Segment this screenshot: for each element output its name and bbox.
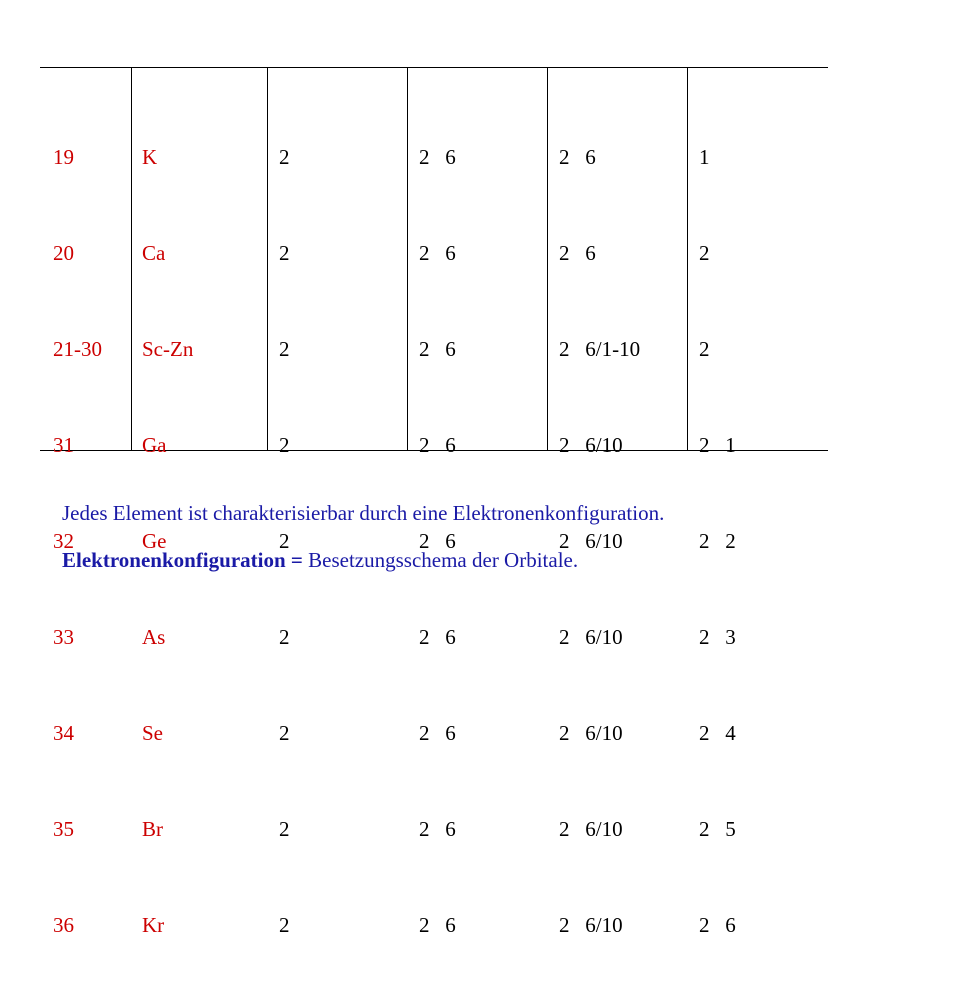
shell-m-cell: 2 6/10: [559, 721, 623, 745]
atomic-number-cell: 20: [53, 241, 74, 265]
column-atomic-number: [40, 68, 131, 937]
shell-l-cell: 2 6: [419, 433, 456, 457]
shell-n-cell: 2 2: [699, 529, 736, 553]
shell-n-cell: 2 6: [699, 913, 736, 937]
shell-m-cell: 2 6: [559, 241, 596, 265]
shell-m-cell: 2 6/10: [559, 817, 623, 841]
column-shell-m: [547, 68, 687, 937]
shell-l-cell: 2 6: [419, 145, 456, 169]
shell-k-cell: 2: [279, 625, 290, 649]
shell-l-cell: 2 6: [419, 625, 456, 649]
element-symbol-cell: Br: [142, 817, 163, 841]
element-symbol-cell: K: [142, 145, 158, 169]
shell-m-cell: 2 6/10: [559, 529, 623, 553]
shell-k-cell: 2: [279, 433, 290, 457]
atomic-number-cell: 34: [53, 721, 74, 745]
atomic-number-cell: 32: [53, 529, 74, 553]
column-shell-k: [267, 68, 407, 937]
shell-k-cell: 2: [279, 145, 290, 169]
shell-m-cell: 2 6: [559, 145, 596, 169]
shell-k-cell: 2: [279, 529, 290, 553]
shell-n-cell: 2 4: [699, 721, 736, 745]
element-symbol-cell: Ca: [142, 241, 166, 265]
shell-k-cell: 2: [279, 721, 290, 745]
definition-text: Besetzungsschema der Orbitale.: [302, 548, 579, 572]
shell-k-cell: 2: [279, 817, 290, 841]
atomic-number-cell: 19: [53, 145, 74, 169]
shell-l-cell: 2 6: [419, 529, 456, 553]
shell-k-cell: 2: [279, 913, 290, 937]
shell-k-cell: 2: [279, 337, 290, 361]
definition-term: Elektronenkonfiguration =: [62, 548, 303, 572]
shell-n-cell: 2: [699, 241, 710, 265]
atomic-number-cell: 36: [53, 913, 74, 937]
shell-l-cell: 2 6: [419, 721, 456, 745]
column-shell-n: [687, 68, 828, 937]
shell-n-cell: 1: [699, 145, 710, 169]
element-symbol-cell: Sc-Zn: [142, 337, 194, 361]
shell-m-cell: 2 6/10: [559, 625, 623, 649]
element-symbol-cell: Ge: [142, 529, 167, 553]
shell-m-cell: 2 6/1-10: [559, 337, 641, 361]
shell-l-cell: 2 6: [419, 241, 456, 265]
shell-m-cell: 2 6/10: [559, 433, 623, 457]
atomic-number-cell: 21-30: [53, 337, 102, 361]
atomic-number-cell: 31: [53, 433, 74, 457]
shell-m-cell: 2 6/10: [559, 913, 623, 937]
element-symbol-cell: Se: [142, 721, 163, 745]
shell-l-cell: 2 6: [419, 913, 456, 937]
atomic-number-cell: 35: [53, 817, 74, 841]
shell-n-cell: 2 3: [699, 625, 736, 649]
element-symbol-cell: Ga: [142, 433, 167, 457]
shell-l-cell: 2 6: [419, 817, 456, 841]
atomic-number-cell: 33: [53, 625, 74, 649]
element-symbol-cell: As: [142, 625, 166, 649]
shell-n-cell: 2 1: [699, 433, 736, 457]
shell-k-cell: 2: [279, 241, 290, 265]
note-line-2: [62, 545, 578, 575]
note-line-1: Jedes Element ist charakterisierbar durch eine Elektronenkonfiguration.: [62, 501, 665, 525]
shell-n-cell: 2: [699, 337, 710, 361]
shell-n-cell: 2 5: [699, 817, 736, 841]
shell-l-cell: 2 6: [419, 337, 456, 361]
element-symbol-cell: Kr: [142, 913, 165, 937]
